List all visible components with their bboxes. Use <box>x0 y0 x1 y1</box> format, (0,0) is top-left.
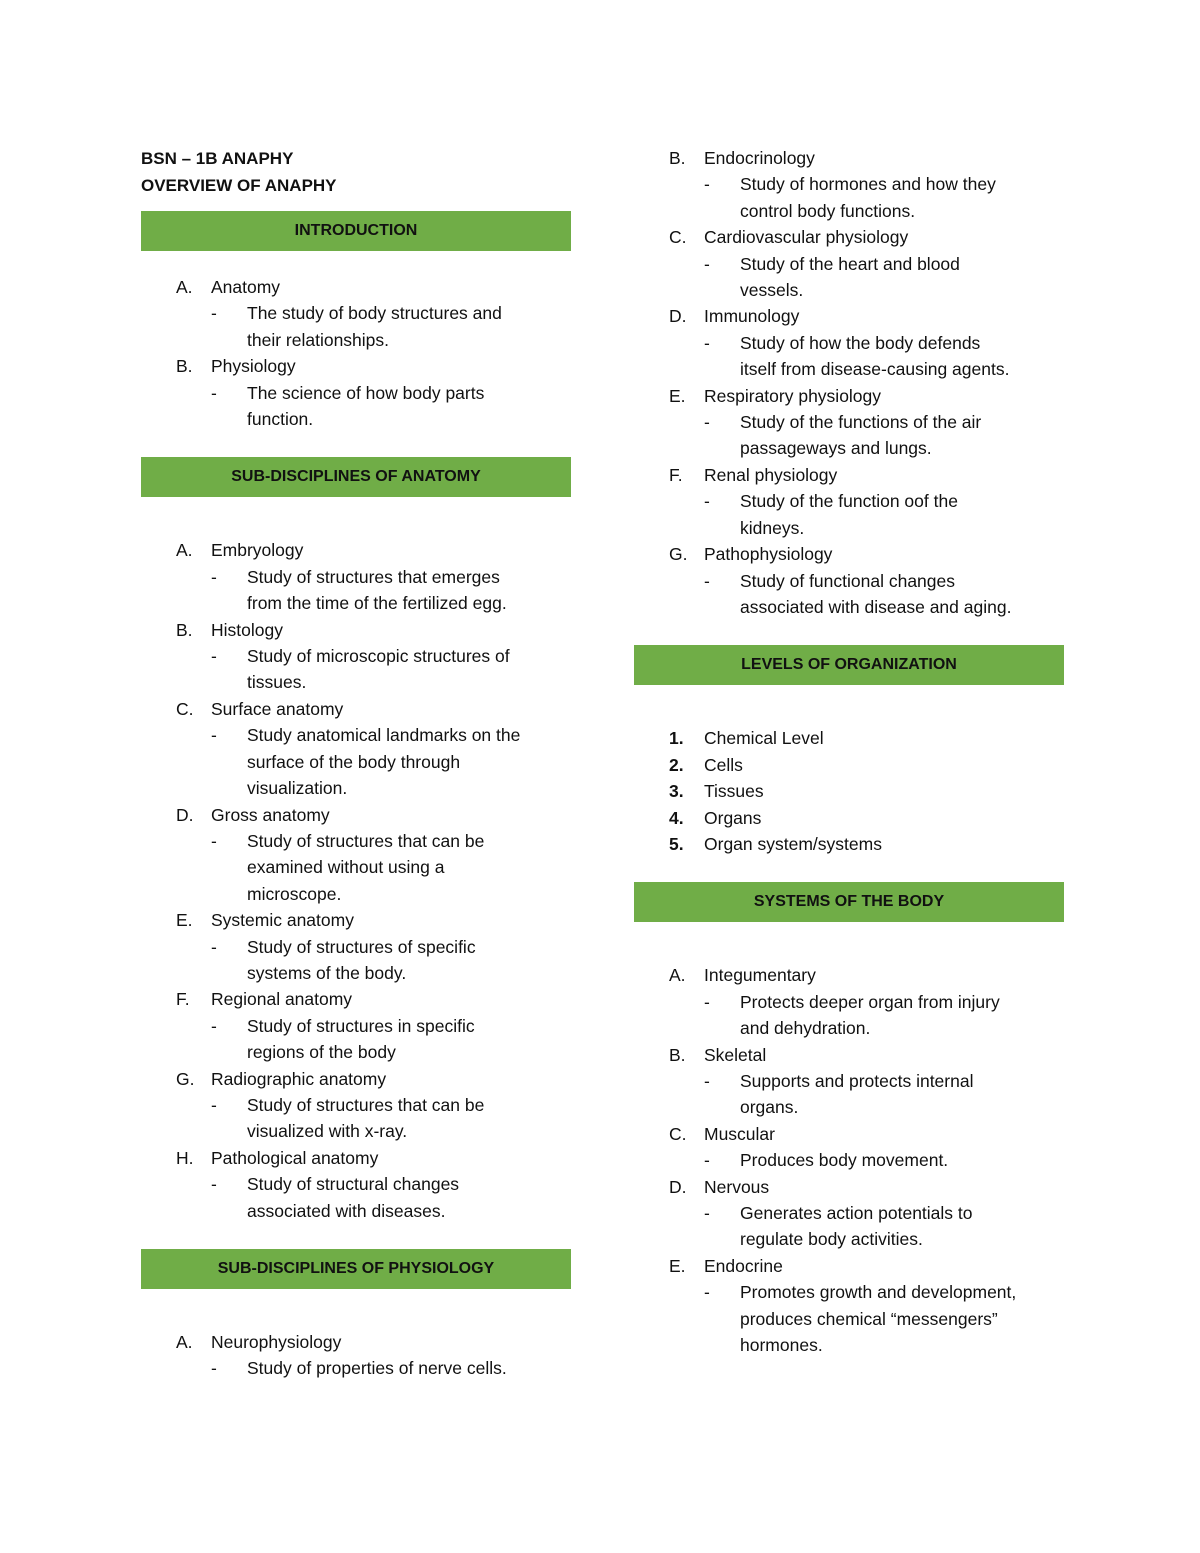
list-item-description <box>634 171 1066 197</box>
description-text: produces chemical “messengers” <box>740 1308 998 1329</box>
list-number: 1. <box>669 728 684 749</box>
list-marker: B. <box>176 619 193 640</box>
physiology-list-left <box>141 1329 573 1382</box>
list-item-description <box>634 277 1066 303</box>
list-item <box>634 1042 1066 1068</box>
dash-bullet <box>704 1306 740 1332</box>
list-item-description <box>141 590 573 616</box>
list-item-label: Histology <box>211 619 283 640</box>
list-item-label: Renal physiology <box>704 464 838 485</box>
description-text: surface of the body through <box>247 751 461 772</box>
list-item-description <box>141 881 573 907</box>
list-item-label: Endocrine <box>704 1255 783 1276</box>
systems-list <box>634 962 1066 1358</box>
dash-bullet: - <box>704 991 710 1012</box>
list-item <box>634 1121 1066 1147</box>
list-item-label: Radiographic anatomy <box>211 1068 387 1089</box>
anatomy-header: SUB-DISCIPLINES OF ANATOMY <box>141 457 571 497</box>
description-text: associated with diseases. <box>247 1200 446 1221</box>
description-text: Study anatomical landmarks on the <box>247 725 521 746</box>
description-text: Promotes growth and development, <box>740 1282 1017 1303</box>
list-item <box>634 752 1066 778</box>
list-marker: B. <box>176 356 193 377</box>
dash-bullet: - <box>704 491 710 512</box>
dash-bullet: - <box>211 566 217 587</box>
list-item-description <box>141 775 573 801</box>
list-item-description <box>141 564 573 590</box>
list-item <box>141 986 573 1012</box>
physiology-list-right <box>634 145 1066 620</box>
description-text: microscope. <box>247 883 342 904</box>
list-item-label: Endocrinology <box>704 148 815 168</box>
description-text: systems of the body. <box>247 962 407 983</box>
list-item <box>634 831 1066 857</box>
list-item-label: Cardiovascular physiology <box>704 227 909 248</box>
description-text: Study of functional changes <box>740 570 956 591</box>
description-text: The science of how body parts <box>247 382 485 403</box>
list-item <box>141 802 573 828</box>
dash-bullet <box>704 198 740 224</box>
list-marker: A. <box>176 540 193 561</box>
physiology-header: SUB-DISCIPLINES OF PHYSIOLOGY <box>141 1249 571 1289</box>
list-item <box>141 1145 573 1171</box>
list-item-description <box>141 1039 573 1065</box>
anatomy-list <box>141 537 573 1224</box>
description-text: and dehydration. <box>740 1018 871 1039</box>
list-item <box>634 962 1066 988</box>
list-item-description <box>634 1332 1066 1358</box>
list-item <box>141 696 573 722</box>
list-item-description <box>141 1355 573 1381</box>
list-item-description <box>141 1118 573 1144</box>
list-item-label: Cells <box>704 754 743 775</box>
list-item-description <box>634 1226 1066 1252</box>
description-text: hormones. <box>740 1335 823 1356</box>
dash-bullet <box>211 406 247 432</box>
list-item-label: Systemic anatomy <box>211 910 354 931</box>
description-text: function. <box>247 409 314 430</box>
description-text: visualized with x-ray. <box>247 1121 408 1142</box>
list-number: 5. <box>669 833 684 854</box>
list-marker: E. <box>669 1255 686 1276</box>
description-text: associated with disease and aging. <box>740 596 1012 617</box>
list-item-description <box>634 435 1066 461</box>
list-item-description <box>634 330 1066 356</box>
dash-bullet <box>704 594 740 620</box>
list-item <box>634 778 1066 804</box>
dash-bullet <box>211 1118 247 1144</box>
list-item-label: Gross anatomy <box>211 804 330 825</box>
list-item <box>141 617 573 643</box>
list-item <box>634 1253 1066 1279</box>
list-item-description <box>634 1200 1066 1226</box>
dash-bullet <box>211 669 247 695</box>
dash-bullet <box>704 1094 740 1120</box>
dash-bullet <box>704 1332 740 1358</box>
dash-bullet: - <box>211 646 217 667</box>
description-text: Study of the function oof the <box>740 491 958 512</box>
description-text: from the time of the fertilized egg. <box>247 593 507 614</box>
dash-bullet <box>704 1015 740 1041</box>
description-text: Generates action potentials to <box>740 1203 973 1223</box>
document-title: OVERVIEW OF ANAPHY <box>141 176 337 195</box>
list-item <box>634 1174 1066 1200</box>
list-item-description <box>634 515 1066 541</box>
list-item-description <box>141 960 573 986</box>
list-item-description <box>141 1171 573 1197</box>
description-text: organs. <box>740 1097 799 1118</box>
list-item-label: Pathophysiology <box>704 544 833 565</box>
list-item-description <box>634 1306 1066 1332</box>
dash-bullet: - <box>704 1070 710 1091</box>
list-item-label: Organ system/systems <box>704 833 882 854</box>
description-text: Study of the heart and blood <box>740 253 960 274</box>
dash-bullet <box>211 854 247 880</box>
dash-bullet: - <box>704 332 710 353</box>
list-item <box>141 907 573 933</box>
dash-bullet <box>211 749 247 775</box>
description-text: control body functions. <box>740 200 916 221</box>
list-marker: D. <box>669 306 687 327</box>
list-marker: C. <box>669 1123 687 1144</box>
introduction-header: INTRODUCTION <box>141 211 571 251</box>
list-item <box>634 541 1066 567</box>
list-item <box>634 303 1066 329</box>
dash-bullet <box>211 1039 247 1065</box>
list-item-description <box>141 1013 573 1039</box>
list-item-label: Embryology <box>211 540 304 561</box>
list-marker: E. <box>669 385 686 406</box>
description-text: Study of structures of specific <box>247 936 476 957</box>
description-text: passageways and lungs. <box>740 438 932 459</box>
description-text: The study of body structures and <box>247 303 502 324</box>
description-text: Study of structures in specific <box>247 1015 475 1036</box>
dash-bullet <box>704 515 740 541</box>
list-item-description <box>141 854 573 880</box>
dash-bullet: - <box>211 725 217 746</box>
list-item <box>141 537 573 563</box>
list-item-description <box>634 594 1066 620</box>
description-text: their relationships. <box>247 329 390 350</box>
list-item-label: Nervous <box>704 1176 770 1197</box>
dash-bullet <box>211 960 247 986</box>
list-item <box>634 462 1066 488</box>
description-text: kidneys. <box>740 517 805 538</box>
description-text: Study of microscopic structures of <box>247 646 510 667</box>
list-item-description <box>141 934 573 960</box>
list-item-description <box>634 198 1066 224</box>
list-item-description <box>634 356 1066 382</box>
list-item-label: Skeletal <box>704 1044 767 1065</box>
list-item-description <box>141 406 573 432</box>
dash-bullet <box>704 277 740 303</box>
list-item-label: Neurophysiology <box>211 1332 342 1352</box>
dash-bullet: - <box>211 382 217 403</box>
description-text: Produces body movement. <box>740 1150 949 1171</box>
list-item-description <box>634 1094 1066 1120</box>
list-item-description <box>634 488 1066 514</box>
list-item-description <box>634 1015 1066 1041</box>
description-text: Study of how the body defends <box>740 332 981 353</box>
list-marker: D. <box>176 804 194 825</box>
description-text: Study of structures that emerges <box>247 566 500 587</box>
description-text: examined without using a <box>247 857 445 878</box>
levels-list <box>634 725 1066 857</box>
description-text: Supports and protects internal <box>740 1070 974 1091</box>
description-text: tissues. <box>247 672 307 693</box>
list-item-description <box>634 1068 1066 1094</box>
list-item <box>634 145 1066 171</box>
description-text: Study of properties of nerve cells. <box>247 1358 507 1379</box>
dash-bullet <box>211 1198 247 1224</box>
dash-bullet <box>704 1226 740 1252</box>
description-text: visualization. <box>247 778 348 799</box>
dash-bullet <box>211 775 247 801</box>
list-marker: B. <box>669 148 686 168</box>
list-item <box>141 1066 573 1092</box>
introduction-list <box>141 274 573 432</box>
list-item-label: Surface anatomy <box>211 698 344 719</box>
list-number: 4. <box>669 807 684 828</box>
dash-bullet: - <box>211 1174 217 1195</box>
list-item-label: Respiratory physiology <box>704 385 882 406</box>
dash-bullet: - <box>704 1150 710 1171</box>
list-marker: G. <box>176 1068 195 1089</box>
list-item-label: Physiology <box>211 356 296 377</box>
list-item <box>634 224 1066 250</box>
list-marker: A. <box>176 1332 193 1352</box>
dash-bullet: - <box>211 936 217 957</box>
description-text: itself from disease-causing agents. <box>740 359 1010 380</box>
description-text: Study of structures that can be <box>247 830 485 851</box>
list-item-description <box>634 1147 1066 1173</box>
description-text: vessels. <box>740 280 804 301</box>
systems-header: SYSTEMS OF THE BODY <box>634 882 1064 922</box>
list-marker: B. <box>669 1044 686 1065</box>
description-text: regulate body activities. <box>740 1229 923 1250</box>
dash-bullet: - <box>211 1094 217 1115</box>
list-item <box>141 1329 573 1355</box>
dash-bullet <box>211 327 247 353</box>
list-item-label: Anatomy <box>211 277 281 297</box>
list-item-description <box>141 327 573 353</box>
list-item-description <box>141 749 573 775</box>
description-text: Study of the functions of the air <box>740 412 982 433</box>
list-item-description <box>634 251 1066 277</box>
list-marker: G. <box>669 544 688 565</box>
list-number: 3. <box>669 781 684 802</box>
list-marker: A. <box>669 965 686 986</box>
description-text: Study of hormones and how they <box>740 174 996 195</box>
list-item-description <box>141 1092 573 1118</box>
dash-bullet: - <box>211 830 217 851</box>
list-item-label: Chemical Level <box>704 728 824 749</box>
description-text: Protects deeper organ from injury <box>740 991 1000 1012</box>
description-text: Study of structures that can be <box>247 1094 485 1115</box>
list-item-description <box>141 669 573 695</box>
dash-bullet <box>211 881 247 907</box>
list-item-description <box>634 409 1066 435</box>
course-title: BSN – 1B ANAPHY <box>141 149 294 168</box>
list-item-description <box>141 380 573 406</box>
dash-bullet: - <box>704 253 710 274</box>
list-marker: F. <box>669 464 683 485</box>
list-item-description <box>634 989 1066 1015</box>
dash-bullet: - <box>211 303 217 324</box>
list-item-label: Pathological anatomy <box>211 1147 379 1168</box>
list-item <box>634 725 1066 751</box>
dash-bullet <box>211 590 247 616</box>
list-marker: A. <box>176 277 193 297</box>
dash-bullet: - <box>211 1358 217 1379</box>
list-item-description <box>141 643 573 669</box>
list-item <box>141 274 573 300</box>
list-item <box>141 353 573 379</box>
dash-bullet <box>704 435 740 461</box>
dash-bullet: - <box>704 570 710 591</box>
list-item-description <box>141 722 573 748</box>
list-item-description <box>634 568 1066 594</box>
list-number: 2. <box>669 754 684 775</box>
dash-bullet: - <box>704 1203 710 1223</box>
list-item-label: Integumentary <box>704 965 816 986</box>
left-column <box>141 145 573 1382</box>
description-text: regions of the body <box>247 1042 396 1063</box>
dash-bullet: - <box>704 412 710 433</box>
list-item-description <box>141 1198 573 1224</box>
list-item-label: Regional anatomy <box>211 989 353 1010</box>
list-marker: E. <box>176 910 193 931</box>
dash-bullet <box>704 356 740 382</box>
dash-bullet: - <box>211 1015 217 1036</box>
dash-bullet: - <box>704 174 710 195</box>
list-item <box>634 383 1066 409</box>
list-item-label: Muscular <box>704 1123 775 1144</box>
description-text: Study of structural changes <box>247 1174 460 1195</box>
levels-header: LEVELS OF ORGANIZATION <box>634 645 1064 685</box>
list-item <box>634 805 1066 831</box>
list-item-label: Immunology <box>704 306 800 327</box>
dash-bullet: - <box>704 1282 710 1303</box>
list-item-label: Tissues <box>704 781 764 802</box>
right-column <box>634 145 1066 1358</box>
list-item-description <box>634 1279 1066 1305</box>
list-item-description <box>141 828 573 854</box>
list-marker: C. <box>176 698 194 719</box>
list-item-label: Organs <box>704 807 762 828</box>
list-item-description <box>141 300 573 326</box>
list-marker: C. <box>669 227 687 248</box>
list-marker: H. <box>176 1147 194 1168</box>
list-marker: F. <box>176 989 190 1010</box>
list-marker: D. <box>669 1176 687 1197</box>
